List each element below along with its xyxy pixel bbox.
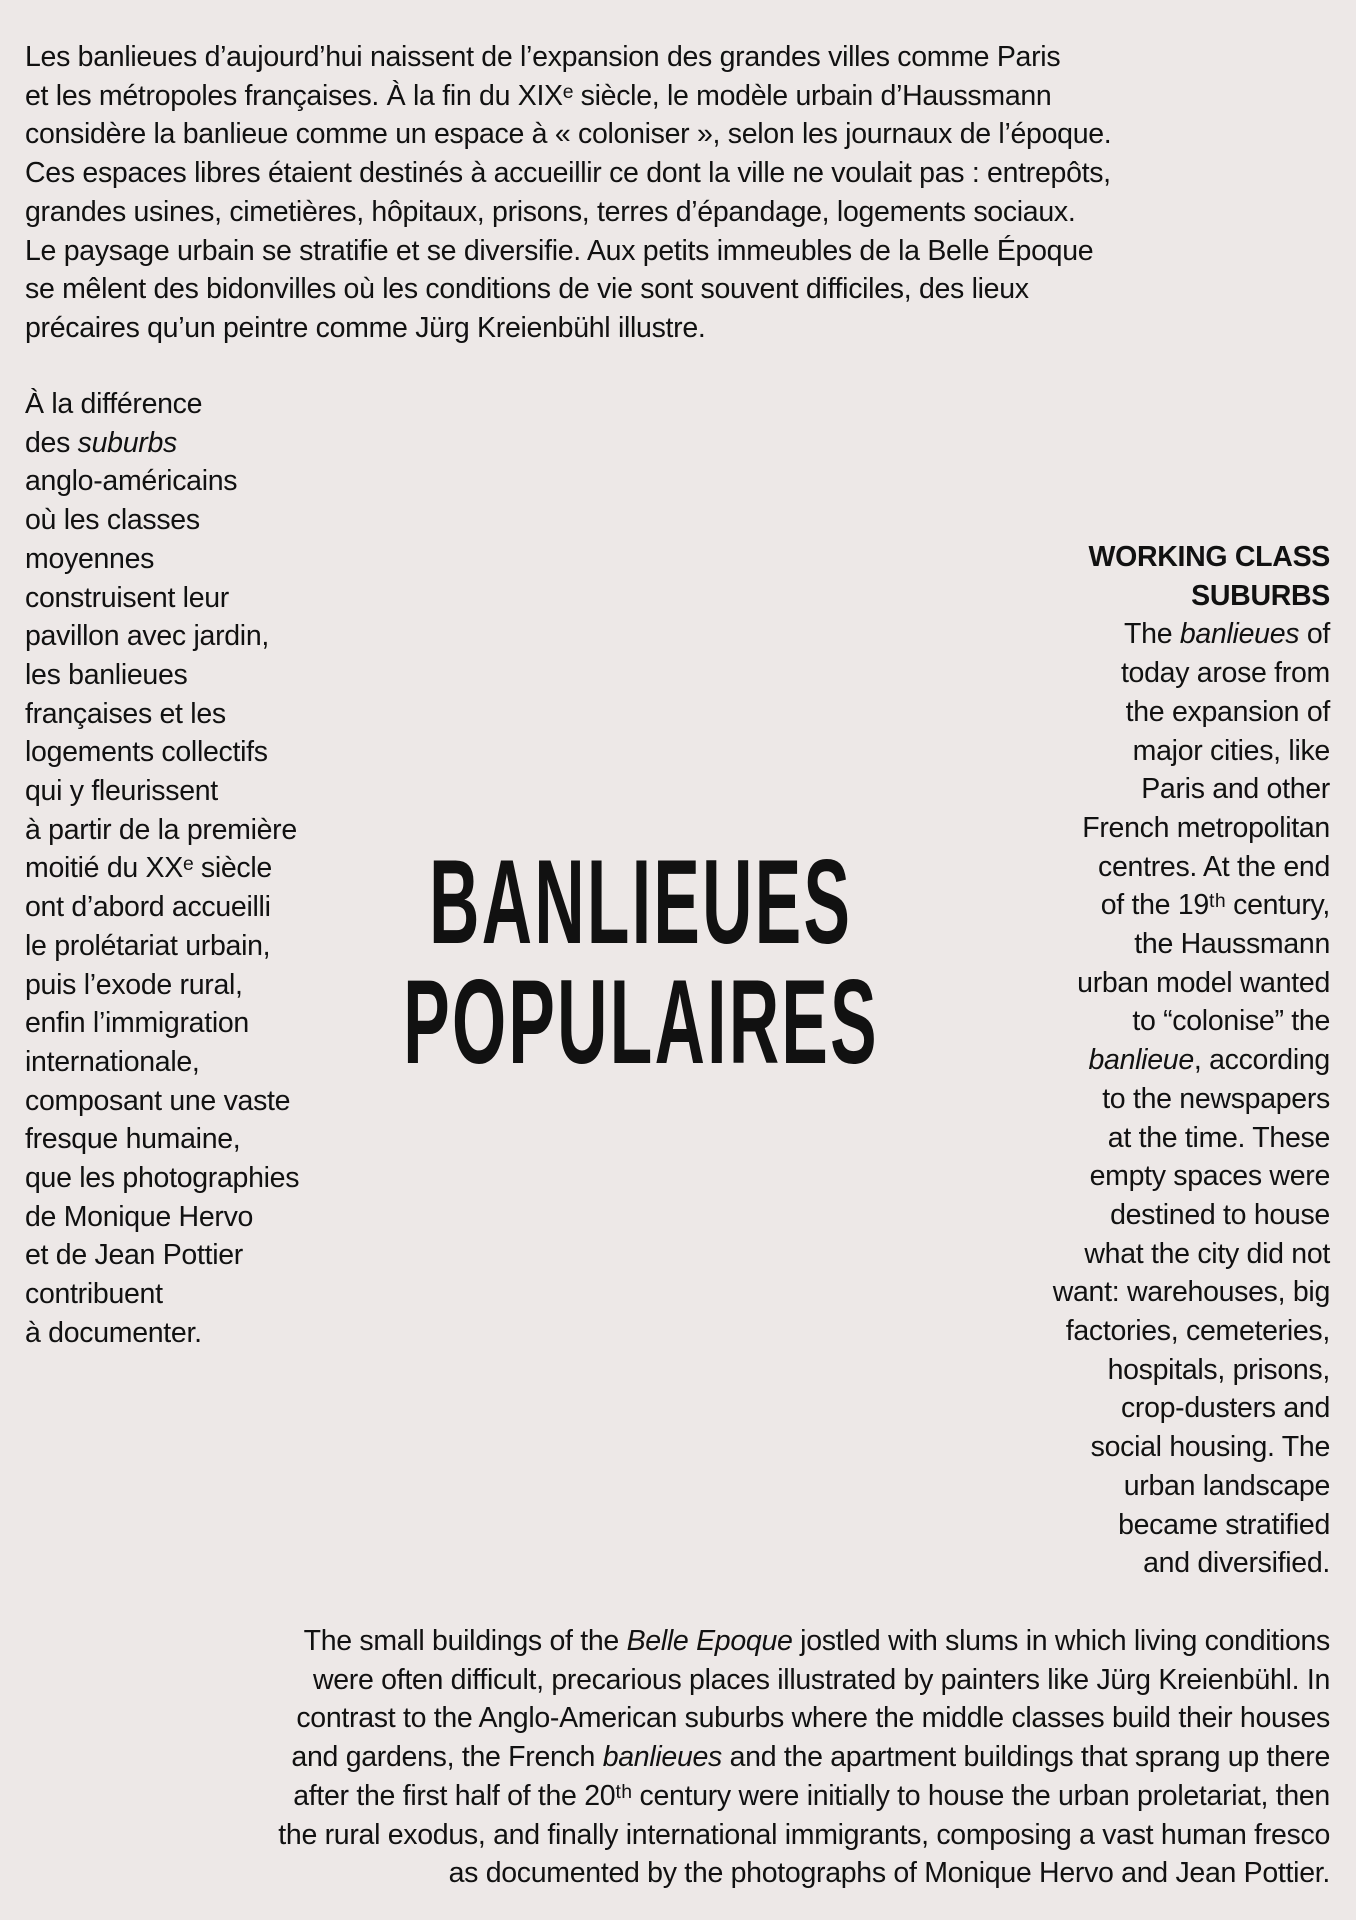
text-line: pavillon avec jardin, — [25, 620, 270, 653]
text-line: what the city did not — [1084, 1237, 1330, 1270]
text-line: WORKING CLASS — [1088, 541, 1330, 573]
text-line: SUBURBS — [1191, 579, 1330, 612]
text-line: composant une vaste — [25, 1084, 291, 1117]
text-line: ont d’abord accueilli — [25, 891, 271, 924]
text-line: of the 19ᵗʰ century, — [1100, 889, 1330, 922]
text-line: major cities, like — [1132, 734, 1330, 767]
text-line: hospitals, prisons, — [1107, 1353, 1330, 1386]
text-line: the expansion of — [1125, 695, 1330, 728]
text-line: que les photographies — [25, 1162, 300, 1195]
text-line: et les métropoles françaises. À la fin du XIXᵉ siècle, le modèle urbain d’Haussmann — [25, 79, 1052, 112]
title-banlieues: BANLIEUES — [429, 835, 853, 969]
text-line: se mêlent des bidonvilles où les conditions de vie sont souvent difficiles, des lieux — [25, 273, 1029, 306]
text-line: à documenter. — [25, 1316, 202, 1349]
italic-term: banlieues — [602, 1741, 723, 1774]
text-line: de Monique Hervo — [25, 1200, 254, 1233]
text-line: construisent leur — [25, 581, 230, 614]
text-line: à partir de la première — [25, 813, 297, 846]
text-line: after the first half of the 20ᵗʰ century were initially to house the urban proletariat, then — [293, 1779, 1330, 1812]
text-line: The banlieues of — [1124, 618, 1330, 651]
italic-term: suburbs — [77, 426, 177, 459]
text-line: des suburbs — [25, 426, 177, 459]
text-line: banlieue, according — [1088, 1044, 1330, 1077]
text-line: at the time. These — [1107, 1121, 1330, 1154]
text-line: factories, cemeteries, — [1065, 1315, 1330, 1348]
text-line: centres. At the end — [1098, 850, 1330, 883]
text-line: Paris and other — [1141, 773, 1330, 806]
text-line: françaises et les — [25, 697, 226, 730]
text-line: anglo-américains — [25, 465, 238, 498]
text-line: contrast to the Anglo-American suburbs where the middle classes build their houses — [296, 1702, 1330, 1735]
italic-term: banlieue — [1088, 1044, 1194, 1077]
text-line: grandes usines, cimetières, hôpitaux, prisons, terres d’épandage, logements sociaux. — [25, 195, 1076, 228]
text-line: où les classes — [25, 504, 200, 537]
text-line: contribuent — [25, 1278, 163, 1311]
intro-paragraph-fr — [25, 38, 1335, 348]
text-line: Le paysage urbain se stratifie et se diversifie. Aux petits immeubles de la Belle Époque — [25, 234, 1094, 267]
text-line: moyennes — [25, 542, 155, 575]
text-line: fresque humaine, — [25, 1123, 241, 1156]
text-line: urban landscape — [1123, 1469, 1330, 1502]
text-line: as documented by the photographs of Monique Hervo and Jean Pottier. — [448, 1857, 1330, 1890]
text-line: À la différence — [25, 388, 203, 420]
italic-term: Belle Epoque — [626, 1625, 793, 1657]
italic-term: banlieues — [1179, 618, 1300, 651]
text-line: and diversified. — [1143, 1547, 1330, 1580]
text-line: précaires qu’un peintre comme Jürg Kreienbühl illustre. — [25, 311, 706, 344]
text-line: et de Jean Pottier — [25, 1239, 243, 1272]
text-line: French metropolitan — [1082, 811, 1330, 844]
text-line: considère la banlieue comme un espace à « coloniser », selon les journaux de l’époque. — [25, 118, 1112, 151]
text-line: want: warehouses, big — [1052, 1276, 1330, 1309]
text-line: the Haussmann — [1134, 928, 1330, 961]
text-line: became stratified — [1118, 1508, 1330, 1541]
text-line: to the newspapers — [1102, 1082, 1330, 1115]
text-line: Les banlieues d’aujourd’hui naissent de l’expansion des grandes villes comme Paris — [25, 41, 1061, 73]
text-line: the rural exodus, and finally international immigrants, composing a vast human fresco — [278, 1818, 1330, 1851]
text-line: moitié du XXᵉ siècle — [25, 852, 272, 885]
text-line: The small buildings of the Belle Epoque jostled with slums in which living conditions — [303, 1625, 1330, 1657]
text-line: were often difficult, precarious places illustrated by painters like Jürg Kreienbühl. In — [312, 1663, 1330, 1696]
text-line: crop-dusters and — [1120, 1392, 1330, 1425]
text-line: enfin l’immigration — [25, 1007, 249, 1040]
text-line: to “colonise” the — [1132, 1005, 1330, 1038]
text-line: internationale, — [25, 1045, 200, 1078]
text-line: empty spaces were — [1089, 1160, 1330, 1193]
text-line: destined to house — [1110, 1198, 1330, 1231]
text-line: le prolétariat urbain, — [25, 929, 271, 962]
text-line: social housing. The — [1090, 1431, 1330, 1464]
right-column-text-en — [970, 538, 1330, 1583]
text-line: les banlieues — [25, 658, 188, 691]
text-line: logements collectifs — [25, 736, 268, 769]
text-line: puis l’exode rural, — [25, 968, 243, 1001]
title-populaires: POPULAIRES — [403, 955, 879, 1089]
text-line: today arose from — [1120, 657, 1330, 690]
text-line: and gardens, the French banlieues and the apartment buildings that sprang up there — [291, 1741, 1330, 1774]
bottom-paragraph-en — [20, 1622, 1330, 1893]
text-line: qui y fleurissent — [25, 775, 218, 808]
text-line: urban model wanted — [1077, 966, 1330, 999]
text-line: Ces espaces libres étaient destinés à accueillir ce dont la ville ne voulait pas : entrepôts, — [25, 157, 1111, 190]
